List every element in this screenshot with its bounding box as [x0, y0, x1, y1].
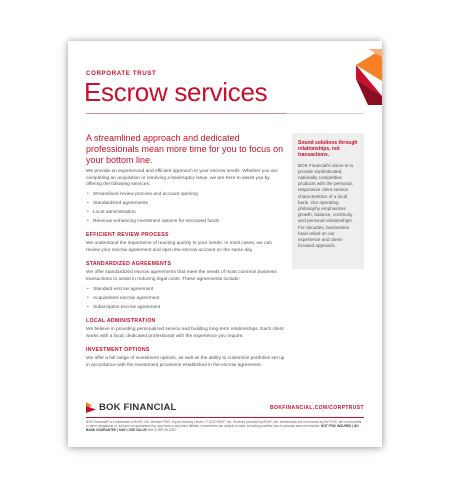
main-column — [86, 133, 286, 369]
disclaimer-bold: NOT FDIC INSURED | NO BANK GUARANTEE | MAY LOSE VALUE — [86, 424, 359, 433]
footer-url-link[interactable]: BOKFINANCIAL.COM/CORPTRUST — [269, 405, 364, 411]
sidebar-text: BOK Financial's vision is to provide sophisticated, nationally competitive products with the personal, responsive client service characteristics of a local bank. Our operating philosophy emphasizes growth, balance, continuity and personal relationships. For decades, businesses have relied on our experience and client-focused approach. — [298, 162, 354, 249]
section-heading-investment: INVESTMENT OPTIONS — [86, 347, 150, 354]
section-heading-review: EFFICIENT REVIEW PROCESS — [86, 232, 169, 239]
footer-brand-logo — [86, 402, 177, 413]
bok-logo-icon — [86, 402, 96, 413]
agreements-list — [86, 287, 286, 311]
list-item: • Standardized agreements — [86, 201, 286, 207]
corner-logo-graphic — [342, 49, 382, 105]
section-text-local: We believe in providing personalized service and building long-term relationships. Each client works with a local, dedicated professional with the experience you require. — [86, 326, 284, 339]
sidebar-heading: Sound solutions through relationships, not transactions. — [298, 140, 358, 159]
services-list — [86, 192, 286, 225]
section-text-standardized: We offer standardized escrow agreements that meet the needs of most common business transactions to assist in reducing legal costs. These agreements include: — [86, 270, 277, 282]
list-item: • Streamlined review process and account opening — [86, 192, 286, 198]
disclaimer-text: BOK Financial® is a trademark of BOKF, NA. Member FDIC. Equal Housing Lender. © 2022 BOKF, NA. Services provided by BOKF, NA. Investments are not insured by the FDIC, are not deposits or other obligations of, and are not guaranteed by, any bank or any bank affiliate. Investments are subject to risks, including possible loss of principal amount invested. — [86, 420, 362, 429]
sidebar-callout — [292, 133, 364, 269]
section-heading-standardized: STANDARDIZED AGREEMENTS — [86, 261, 172, 268]
list-item: • Subscription escrow agreement — [86, 305, 286, 311]
section-heading-local: LOCAL ADMINISTRATION — [86, 317, 156, 324]
list-item: • Revenue-enhancing investment options for escrowed funds — [86, 219, 286, 225]
footer-divider — [86, 417, 364, 418]
list-item: • Standard escrow agreement — [86, 287, 286, 293]
footer-disclaimer — [86, 420, 364, 433]
document-kicker: CORPORATE TRUST — [86, 70, 157, 77]
list-item: • Acquisitions escrow agreement — [86, 296, 286, 302]
title-divider-accent — [86, 113, 286, 114]
document-code: MM-CORP-08-2022 — [147, 428, 176, 433]
document-title: Escrow services — [84, 77, 268, 107]
list-item: • Local administration — [86, 210, 286, 216]
intro-paragraph: We provide an experienced and efficient approach to your escrow needs. Whether you are completing an acquisition or resolving a bankruptcy issue, we are here to assist you by offering the following services: — [86, 169, 278, 188]
footer-brand-name: BOK FINANCIAL — [99, 402, 177, 413]
document-page — [68, 41, 382, 447]
section-text-investment: We offer a full range of investment options, as well as the ability to customize portfolios set up in accordance with the investment provisions established in the escrow agreement. — [86, 356, 285, 368]
section-text-review: We understand the importance of reacting quickly to your needs. In most cases, we can review your escrow agreement and open the escrow account on the same day. — [86, 241, 272, 253]
lead-statement: A streamlined approach and dedicated professionals mean more time for you to focus on your bottom line. — [86, 133, 284, 165]
